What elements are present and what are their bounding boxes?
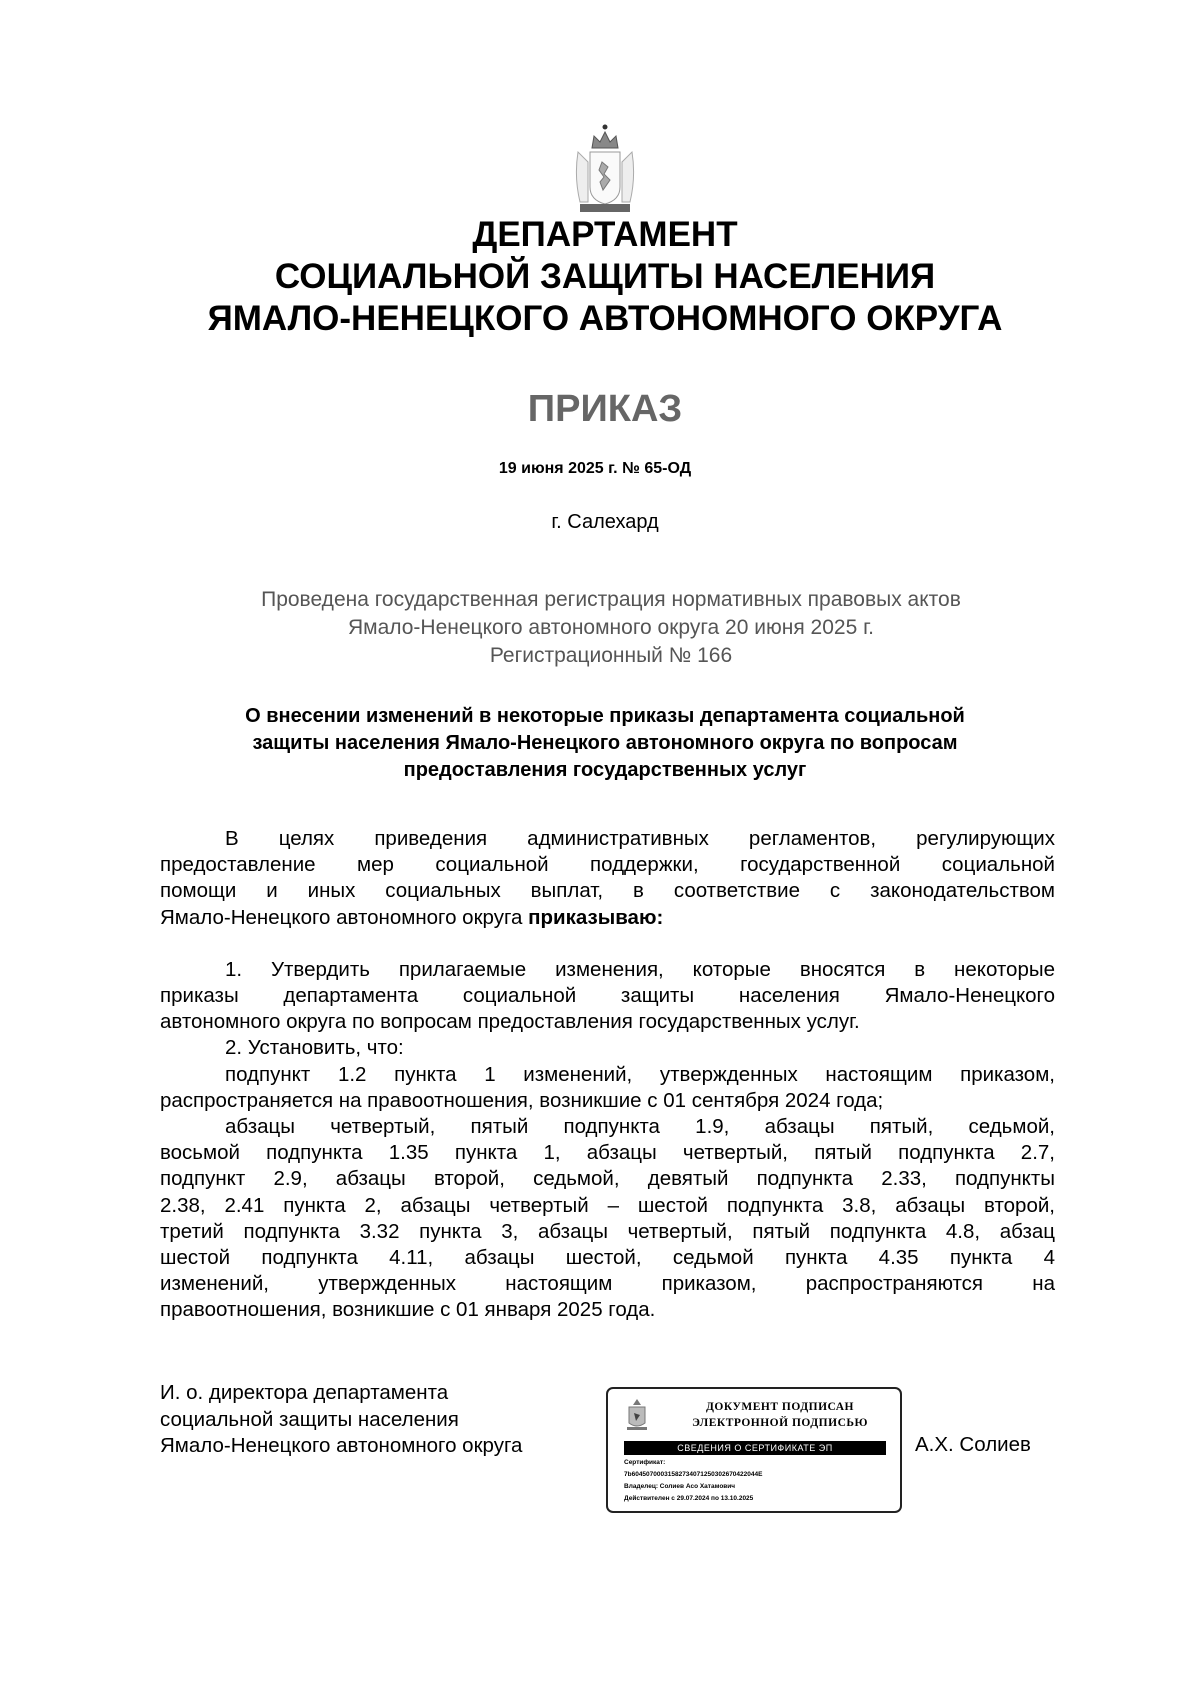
body-line — [160, 905, 1055, 931]
title-line: ЯМАЛО-НЕНЕЦКОГО АВТОНОМНОГО ОКРУГА — [207, 299, 1003, 338]
body-line: помощи и иных социальных выплат, в соответствие с законодательством — [160, 879, 1055, 903]
city: г. Салехард — [551, 511, 659, 533]
body-line: автономного округа по вопросам предоставления государственных услуг. — [160, 1010, 860, 1034]
body-line: 2.38, 2.41 пункта 2, абзацы четвертый – шестой подпункта 3.8, абзацы второй, — [160, 1193, 1055, 1217]
body-line: 2. Установить, что: — [225, 1036, 404, 1060]
document-type: ПРИКАЗ — [527, 388, 683, 430]
order-word: приказываю: — [528, 905, 664, 929]
coat-of-arms-emblem — [570, 122, 640, 217]
body-line: 1. Утвердить прилагаемые изменения, которые вносятся в некоторые — [225, 957, 1055, 981]
body-line: восьмой подпункта 1.35 пункта 1, абзацы четвертый, пятый подпункта 2.7, — [160, 1141, 1055, 1165]
certificate-number: 7b60450700031582734071250302670422044E — [624, 1471, 763, 1478]
registration-note — [0, 586, 1200, 670]
body-line: правоотношения, возникшие с 01 января 2025 года. — [160, 1298, 656, 1322]
subject-line: защиты населения Ямало-Ненецкого автономного округа по вопросам — [252, 732, 958, 754]
subject-line: предоставления государственных услуг — [403, 759, 807, 781]
certificate-info-bar: СВЕДЕНИЯ О СЕРТИФИКАТЕ ЭП — [624, 1441, 886, 1455]
certificate-label: Сертификат: — [624, 1459, 666, 1466]
stamp-heading-line: ЭЛЕКТРОННОЙ ПОДПИСЬЮ — [692, 1417, 868, 1429]
position-line: социальной защиты населения — [160, 1407, 459, 1431]
title-line: ДЕПАРТАМЕНТ — [472, 215, 738, 254]
body-line: подпункт 1.2 пункта 1 изменений, утвержденных настоящим приказом, — [225, 1062, 1055, 1086]
subject-line: О внесении изменений в некоторые приказы департамента социальной — [245, 705, 965, 727]
body-line: третий подпункта 3.32 пункта 3, абзацы четвертый, пятый подпункта 4.8, абзац — [160, 1219, 1055, 1243]
order-body — [160, 826, 1055, 1324]
electronic-signature-stamp — [606, 1387, 902, 1513]
stamp-emblem-icon — [624, 1397, 650, 1433]
stamp-heading-line: ДОКУМЕНТ ПОДПИСАН — [705, 1401, 855, 1413]
signatory-position — [160, 1380, 522, 1460]
position-line: Ямало-Ненецкого автономного округа — [160, 1434, 523, 1457]
date-number: 19 июня 2025 г. № 65-ОД — [498, 460, 692, 477]
body-text: Ямало-Ненецкого автономного округа — [160, 905, 529, 929]
department-title — [0, 214, 1200, 340]
position-line: И. о. директора департамента — [160, 1381, 449, 1404]
body-line: подпункт 2.9, абзацы второй, седьмой, девятый подпункта 2.33, подпункты — [160, 1167, 1055, 1191]
certificate-validity: Действителен с 29.07.2024 по 13.10.2025 — [624, 1495, 754, 1502]
body-line: шестой подпункта 4.11, абзацы шестой, седьмой пункта 4.35 пункта 4 — [160, 1246, 1055, 1270]
order-subject — [0, 703, 1200, 784]
stamp-heading — [670, 1399, 890, 1431]
body-line: В целях приведения административных регламентов, регулирующих — [225, 827, 1055, 850]
body-line: абзацы четвертый, пятый подпункта 1.9, абзацы пятый, седьмой, — [225, 1115, 1055, 1139]
body-line: предоставление мер социальной поддержки, государственной социальной — [160, 853, 1055, 877]
registration-line: Ямало-Ненецкого автономного округа 20 июня 2025 г. — [347, 616, 875, 639]
body-line: приказы департамента социальной защиты населения Ямало-Ненецкого — [160, 984, 1055, 1008]
title-line: СОЦИАЛЬНОЙ ЗАЩИТЫ НАСЕЛЕНИЯ — [274, 257, 936, 296]
body-line: изменений, утвержденных настоящим приказом, распространяются на — [160, 1272, 1055, 1296]
signatory-name: А.Х. Солиев — [915, 1433, 1031, 1456]
body-line: распространяется на правоотношения, возникшие с 01 сентября 2024 года; — [160, 1088, 884, 1112]
certificate-owner: Владелец: Солиев Асо Хатамович — [624, 1483, 736, 1490]
registration-line: Регистрационный № 166 — [489, 644, 733, 667]
registration-line: Проведена государственная регистрация нормативных правовых актов — [261, 588, 961, 611]
